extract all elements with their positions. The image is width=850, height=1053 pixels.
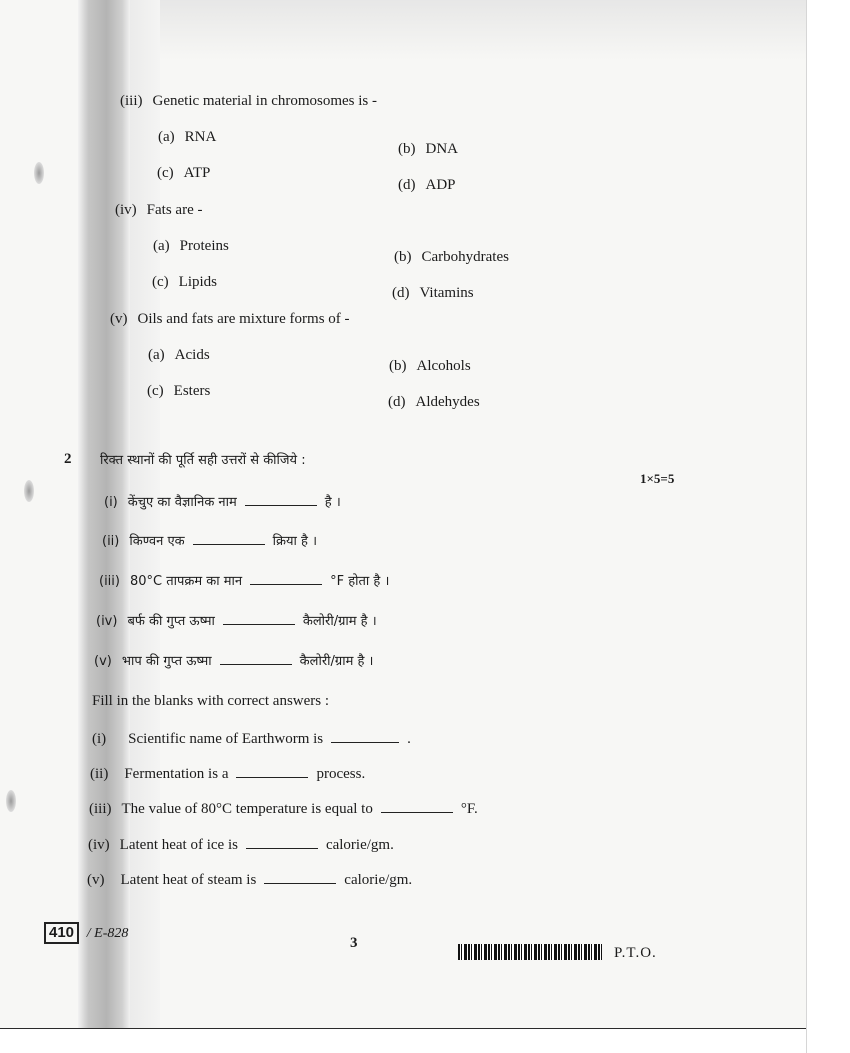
option-text: ATP	[183, 165, 211, 181]
blank-line	[331, 730, 399, 743]
question-text: Fats are -	[146, 202, 203, 218]
item-number: (v)	[94, 654, 112, 669]
item-text: The value of 80°C temperature is equal to	[121, 801, 373, 817]
paper-code: / E-828	[86, 926, 129, 941]
question-line	[110, 310, 350, 328]
blank-line	[193, 532, 265, 545]
option-label: (c)	[152, 274, 169, 290]
page-code-box: 410	[44, 922, 79, 944]
option-a	[148, 346, 210, 364]
option-label: (b)	[394, 249, 412, 265]
item-number: (ii)	[90, 766, 109, 782]
option-label: (b)	[398, 141, 416, 157]
option-label: (d)	[392, 285, 410, 301]
question-line	[120, 92, 377, 110]
item-number: (iv)	[96, 614, 118, 629]
scan-binding-fade	[130, 0, 160, 1053]
option-text: Alcohols	[416, 358, 471, 374]
option-b	[394, 248, 509, 266]
option-label: (a)	[158, 129, 175, 145]
option-c	[147, 382, 210, 400]
item-number: (ii)	[102, 534, 120, 549]
option-text: Vitamins	[419, 285, 474, 301]
option-label: (a)	[148, 347, 165, 363]
item-number: (i)	[92, 731, 107, 747]
question-line	[115, 201, 202, 219]
option-label: (d)	[388, 394, 406, 410]
item-text-after: कैलोरी/ग्राम है ।	[302, 614, 377, 629]
blank-line	[220, 652, 292, 665]
blank-line	[381, 800, 453, 813]
option-b	[398, 140, 458, 158]
question-text: Oils and fats are mixture forms of -	[137, 311, 350, 327]
hindi-blank-item	[102, 532, 317, 551]
item-text-after: .	[407, 731, 411, 747]
footer-codes	[44, 922, 128, 944]
option-a	[153, 237, 229, 255]
scan-right-margin	[806, 0, 850, 1053]
option-text: Proteins	[179, 238, 229, 254]
option-d	[398, 176, 456, 194]
option-b	[389, 357, 471, 375]
item-number: (iii)	[99, 574, 120, 589]
option-text: Aldehydes	[415, 394, 480, 410]
question-number: (iii)	[120, 93, 143, 109]
option-text: Carbohydrates	[421, 249, 509, 265]
blank-line	[246, 836, 318, 849]
scan-shadow	[160, 0, 810, 60]
item-text-after: है ।	[324, 495, 341, 510]
item-text: Latent heat of steam is	[120, 872, 257, 888]
option-d	[392, 284, 474, 302]
hindi-blank-item	[94, 652, 373, 671]
item-text-after: °F.	[460, 801, 478, 817]
please-turn-over: P.T.O.	[614, 945, 657, 961]
option-text: DNA	[425, 141, 458, 157]
item-text: Latent heat of ice is	[119, 837, 238, 853]
barcode-image	[458, 944, 602, 960]
item-text: बर्फ की गुप्त ऊष्मा	[127, 614, 215, 629]
item-number: (i)	[104, 495, 118, 510]
binder-hole-mark	[24, 480, 34, 502]
option-text: Acids	[174, 347, 210, 363]
english-blank-item	[87, 871, 412, 889]
item-text: 80°C तापक्रम का मान	[129, 574, 243, 589]
blank-line	[223, 612, 295, 625]
item-text-after: कैलोरी/ग्राम है ।	[299, 654, 374, 669]
english-blank-item	[89, 800, 478, 818]
english-blank-item	[88, 836, 394, 854]
binder-hole-mark	[34, 162, 44, 184]
blank-line	[264, 871, 336, 884]
item-text: Fermentation is a	[124, 766, 229, 782]
option-text: Esters	[173, 383, 211, 399]
english-blank-item	[90, 765, 365, 783]
item-text-after: process.	[316, 766, 366, 782]
question-2-number: 2	[64, 451, 72, 467]
item-text: Scientific name of Earthworm is	[128, 731, 324, 747]
question-number: (v)	[110, 311, 128, 327]
marks-allocation: 1×5=5	[640, 471, 675, 486]
question-text: Genetic material in chromosomes is -	[152, 93, 378, 109]
item-text-after: क्रिया है ।	[272, 534, 318, 549]
option-a	[158, 128, 216, 146]
item-number: (v)	[87, 872, 105, 888]
blank-line	[245, 493, 317, 506]
option-label: (a)	[153, 238, 170, 254]
binder-hole-mark	[6, 790, 16, 812]
option-label: (d)	[398, 177, 416, 193]
hindi-blank-item	[99, 572, 389, 591]
english-blank-item	[92, 730, 411, 748]
scan-bottom-margin	[0, 1028, 806, 1053]
option-c	[157, 164, 210, 182]
question-number: (iv)	[115, 202, 137, 218]
option-text: RNA	[184, 129, 217, 145]
item-number: (iii)	[89, 801, 112, 817]
item-text: भाप की गुप्त ऊष्मा	[121, 654, 212, 669]
item-text-after: °F होता है ।	[330, 574, 390, 589]
page-number: 3	[350, 935, 358, 951]
item-text: किण्वन एक	[129, 534, 185, 549]
item-text-after: calorie/gm.	[325, 837, 394, 853]
item-text-after: calorie/gm.	[344, 872, 413, 888]
option-label: (b)	[389, 358, 407, 374]
item-text: केंचुए का वैज्ञानिक नाम	[127, 495, 237, 510]
option-label: (c)	[157, 165, 174, 181]
blank-line	[236, 765, 308, 778]
option-label: (c)	[147, 383, 164, 399]
option-d	[388, 393, 480, 411]
scan-binding-band	[78, 0, 130, 1053]
item-number: (iv)	[88, 837, 110, 853]
option-text: ADP	[425, 177, 456, 193]
hindi-blank-item	[96, 612, 377, 631]
question-2-english-heading: Fill in the blanks with correct answers :	[92, 693, 330, 709]
option-c	[152, 273, 217, 291]
hindi-blank-item	[104, 493, 341, 512]
blank-line	[250, 572, 322, 585]
option-text: Lipids	[178, 274, 217, 290]
question-2-hindi-heading: रिक्त स्थानों की पूर्ति सही उत्तरों से कीजिये :	[100, 453, 306, 468]
